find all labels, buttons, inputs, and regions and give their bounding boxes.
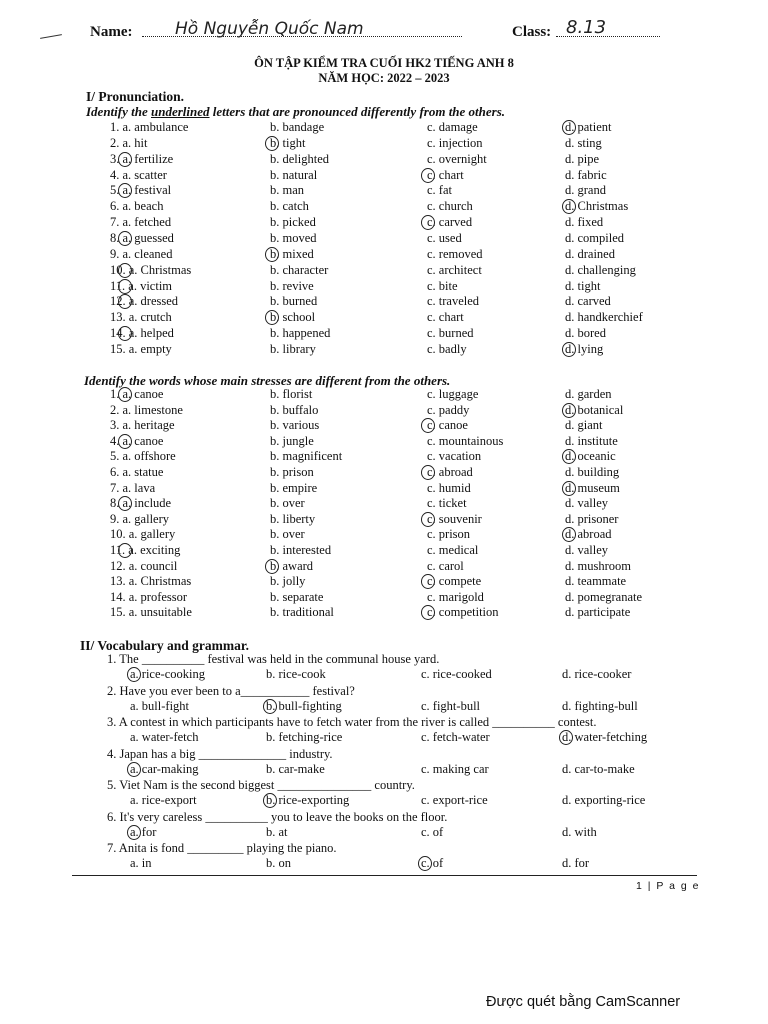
option-section2-11-d[interactable]: d. valley <box>565 543 609 557</box>
option-section2-2-b[interactable]: b. buffalo <box>270 402 319 417</box>
vocab-question-1: 1. The __________ festival was held in the communal house yard. <box>107 652 440 666</box>
vocab-question-3: 3. A contest in which participants have to fetch water from the river is called __________ contest. <box>107 715 597 729</box>
option-section2-15-c[interactable]: c. competition <box>427 605 499 620</box>
answer-circle <box>118 279 132 294</box>
option-section1-13-b[interactable]: b. school <box>270 310 316 325</box>
vocab-option-5-c[interactable]: c. export-rice <box>421 793 488 807</box>
option-section2-6-b[interactable]: b. prison <box>270 465 314 479</box>
option-section2-15-b[interactable]: b. traditional <box>270 605 334 620</box>
option-section2-9-d[interactable]: d. prisoner <box>565 511 619 526</box>
option-section2-13-b[interactable]: b. jolly <box>270 574 306 589</box>
option-section2-15-a[interactable]: 15. a. unsuitable <box>110 605 192 620</box>
option-section2-3-b[interactable]: b. various <box>270 418 320 433</box>
option-section2-12-a[interactable]: 12. a. council <box>110 558 178 573</box>
pronunciation-instruction: Identify the underlined letters that are pronounced differently from the others. <box>86 104 506 119</box>
option-section2-5-b[interactable]: b. magnificent <box>270 449 343 464</box>
vocab-option-5-d[interactable]: d. exporting-rice <box>562 793 646 807</box>
section-pronunciation-heading: I/ Pronunciation. <box>86 89 185 104</box>
answer-circle <box>118 434 132 449</box>
option-section2-4-c[interactable]: c. mountainous <box>427 433 504 448</box>
option-section1-13-d[interactable]: d. handkerchief <box>565 310 643 325</box>
option-section2-6-c[interactable]: c. abroad <box>427 465 473 479</box>
option-section2-8-d[interactable]: d. valley <box>565 496 609 511</box>
answer-circle <box>562 403 576 418</box>
option-section1-4-d[interactable]: d. fabric <box>565 167 607 182</box>
option-section2-3-a[interactable]: 3. a. heritage <box>110 418 175 433</box>
vocab-question-5: 5. Viet Nam is the second biggest _______________ country. <box>107 778 415 792</box>
vocab-option-6-d[interactable]: d. with <box>562 824 597 839</box>
title-line-1: ÔN TẬP KIỂM TRA CUỐI HK2 TIẾNG ANH 8 <box>254 56 514 70</box>
option-section1-10-d[interactable]: d. challenging <box>565 262 636 277</box>
option-section2-2-a[interactable]: 2. a. limestone <box>110 402 183 417</box>
option-section2-8-a[interactable]: 8. a. include <box>110 496 172 511</box>
option-section1-9-a[interactable]: 9. a. cleaned <box>110 246 173 261</box>
option-section1-4-a[interactable]: 4. a. scatter <box>110 167 167 182</box>
vocab-option-1-a[interactable]: a. rice-cooking <box>130 667 205 681</box>
option-section2-9-b[interactable]: b. liberty <box>270 511 316 526</box>
option-section2-2-c[interactable]: c. paddy <box>427 402 470 417</box>
option-section2-12-d[interactable]: d. mushroom <box>565 558 631 573</box>
option-section1-14-b[interactable]: b. happened <box>270 326 331 341</box>
vocab-option-7-a[interactable]: a. in <box>130 856 152 870</box>
footer-rule <box>72 875 697 876</box>
option-section2-1-c[interactable]: c. luggage <box>427 387 479 401</box>
option-section2-14-c[interactable]: c. marigold <box>427 589 484 604</box>
option-section1-6-c[interactable]: c. church <box>427 199 473 214</box>
option-section1-2-b[interactable]: b. tight <box>270 135 306 150</box>
option-section2-13-a[interactable]: 13. a. Christmas <box>110 574 192 589</box>
answer-circle <box>127 825 141 840</box>
option-section1-4-c[interactable]: c. chart <box>427 167 464 182</box>
vocab-option-7-c[interactable]: c. of <box>421 856 444 870</box>
option-section1-3-b[interactable]: b. delighted <box>270 151 330 166</box>
option-section2-7-d[interactable]: d. museum <box>565 480 620 495</box>
vocab-option-2-b[interactable]: b. bull-fighting <box>266 698 342 713</box>
answer-circle <box>118 326 132 341</box>
option-section1-12-d[interactable]: d. carved <box>565 294 611 309</box>
option-section1-5-a[interactable]: 5. a. festival <box>110 183 172 198</box>
option-section1-11-c[interactable]: c. bite <box>427 278 458 293</box>
option-section1-6-a[interactable]: 6. a. beach <box>110 199 164 214</box>
answer-circle <box>118 263 132 278</box>
option-section1-2-a[interactable]: 2. a. hit <box>110 135 148 150</box>
vocab-option-7-b[interactable]: b. on <box>266 856 291 870</box>
vocab-option-1-c[interactable]: c. rice-cooked <box>421 667 492 681</box>
student-name: Hồ Nguyễn Quốc Nam <box>175 19 364 39</box>
vocab-option-3-b[interactable]: b. fetching-rice <box>266 730 343 744</box>
option-section1-8-c[interactable]: c. used <box>427 230 462 245</box>
option-section2-5-c[interactable]: c. vacation <box>427 449 482 464</box>
option-section2-12-b[interactable]: b. award <box>270 558 314 573</box>
option-section2-11-b[interactable]: b. interested <box>270 543 332 557</box>
option-section2-5-d[interactable]: d. oceanic <box>565 449 616 464</box>
option-section1-12-c[interactable]: c. traveled <box>427 294 480 309</box>
option-section1-14-a[interactable]: 14. a. helped <box>110 326 174 341</box>
stress-instruction: Identify the words whose main stresses are different from the others. <box>84 373 451 388</box>
option-section2-11-a[interactable]: 11. a. exciting <box>110 543 181 557</box>
option-section1-8-d[interactable]: d. compiled <box>565 230 625 245</box>
option-section2-10-a[interactable]: 10. a. gallery <box>110 527 176 542</box>
option-section1-6-b[interactable]: b. catch <box>270 199 309 214</box>
option-section1-13-c[interactable]: c. chart <box>427 310 464 325</box>
vocab-option-5-a[interactable]: a. rice-export <box>130 793 197 807</box>
option-section2-13-c[interactable]: c. compete <box>427 574 482 589</box>
option-section1-2-d[interactable]: d. sting <box>565 135 602 150</box>
option-section1-7-b[interactable]: b. picked <box>270 215 316 230</box>
option-section1-3-a[interactable]: 3. a. fertilize <box>110 151 174 166</box>
option-section1-10-c[interactable]: c. architect <box>427 262 482 277</box>
option-section2-7-c[interactable]: c. humid <box>427 480 471 495</box>
option-section1-9-c[interactable]: c. removed <box>427 246 483 261</box>
option-section2-7-a[interactable]: 7. a. lava <box>110 480 156 495</box>
option-section2-12-c[interactable]: c. carol <box>427 558 464 573</box>
option-section1-6-d[interactable]: d. Christmas <box>565 199 629 214</box>
option-section1-3-c[interactable]: c. overnight <box>427 151 487 166</box>
answer-circle <box>421 512 435 527</box>
section-vocabulary-heading: II/ Vocabulary and grammar. <box>80 638 250 653</box>
option-section2-11-c[interactable]: c. medical <box>427 543 479 557</box>
title-line-2: NĂM HỌC: 2022 – 2023 <box>318 71 450 85</box>
answer-circle <box>127 667 141 682</box>
option-section2-14-a[interactable]: 14. a. professor <box>110 589 188 604</box>
option-section2-7-b[interactable]: b. empire <box>270 480 318 495</box>
answer-circle <box>559 730 573 745</box>
class-value: 8.13 <box>566 17 607 38</box>
vocab-option-1-d[interactable]: d. rice-cooker <box>562 667 632 681</box>
answer-circle <box>263 699 277 714</box>
option-section1-7-a[interactable]: 7. a. fetched <box>110 215 172 230</box>
option-section1-15-b[interactable]: b. library <box>270 341 316 356</box>
option-section1-9-b[interactable]: b. mixed <box>270 246 314 261</box>
option-section2-4-d[interactable]: d. institute <box>565 433 618 448</box>
option-section1-8-a[interactable]: 8. a. guessed <box>110 230 174 245</box>
answer-circle <box>118 387 132 402</box>
vocab-question-2: 2. Have you ever been to a___________ festival? <box>107 683 355 698</box>
option-section1-5-c[interactable]: c. fat <box>427 183 452 198</box>
vocab-question-4: 4. Japan has a big ______________ industry. <box>107 746 333 761</box>
option-section1-10-b[interactable]: b. character <box>270 262 329 277</box>
vocab-option-6-b[interactable]: b. at <box>266 824 288 839</box>
answer-circle <box>421 465 435 480</box>
vocab-question-7: 7. Anita is fond _________ playing the piano. <box>107 841 337 855</box>
vocab-option-5-b[interactable]: b. rice-exporting <box>266 793 350 807</box>
option-section2-1-b[interactable]: b. florist <box>270 387 313 401</box>
option-section2-1-a[interactable]: 1. a. canoe <box>110 387 164 401</box>
answer-circle <box>263 793 277 808</box>
vocab-option-4-b[interactable]: b. car-make <box>266 761 325 776</box>
option-section2-10-b[interactable]: b. over <box>270 527 305 542</box>
option-section1-7-c[interactable]: c. carved <box>427 215 473 230</box>
option-section1-11-d[interactable]: d. tight <box>565 278 601 293</box>
answer-circle <box>421 215 435 230</box>
option-section2-4-a[interactable]: 4. a. canoe <box>110 433 164 448</box>
option-section1-8-b[interactable]: b. moved <box>270 230 317 245</box>
option-section1-4-b[interactable]: b. natural <box>270 167 318 182</box>
option-section1-9-d[interactable]: d. drained <box>565 246 615 261</box>
page-number: 1 | P a g e <box>636 880 700 892</box>
class-label: Class: <box>512 24 552 40</box>
camscanner-watermark: Được quét bằng CamScanner <box>486 994 681 1010</box>
pen-mark <box>40 34 62 39</box>
option-section2-9-c[interactable]: c. souvenir <box>427 511 482 526</box>
vocab-option-6-a[interactable]: a. for <box>130 824 157 839</box>
option-section1-5-b[interactable]: b. man <box>270 183 305 198</box>
option-section2-9-a[interactable]: 9. a. gallery <box>110 511 170 526</box>
option-section1-10-a[interactable]: 10. a. Christmas <box>110 262 192 277</box>
option-section2-13-d[interactable]: d. teammate <box>565 574 627 589</box>
vocab-option-4-d[interactable]: d. car-to-make <box>562 761 635 776</box>
vocab-option-7-d[interactable]: d. for <box>562 856 590 870</box>
option-section1-12-a[interactable]: 12. a. dressed <box>110 294 179 309</box>
vocab-option-2-d[interactable]: d. fighting-bull <box>562 698 638 713</box>
option-section1-3-d[interactable]: d. pipe <box>565 151 600 166</box>
name-label: Name: <box>90 24 133 40</box>
option-section1-2-c[interactable]: c. injection <box>427 135 483 150</box>
answer-circle <box>421 168 435 183</box>
option-section2-10-d[interactable]: d. abroad <box>565 527 612 542</box>
option-section1-11-b[interactable]: b. revive <box>270 278 314 293</box>
option-section1-15-d[interactable]: d. lying <box>565 341 604 356</box>
vocab-option-3-a[interactable]: a. water-fetch <box>130 730 199 744</box>
answer-circle <box>265 247 279 262</box>
option-section2-3-d[interactable]: d. giant <box>565 418 603 433</box>
answer-circle <box>118 231 132 246</box>
option-section2-8-b[interactable]: b. over <box>270 496 305 511</box>
vocab-option-3-c[interactable]: c. fetch-water <box>421 730 490 744</box>
vocab-option-4-c[interactable]: c. making car <box>421 761 489 776</box>
answer-circle <box>265 136 279 151</box>
option-section2-15-d[interactable]: d. participate <box>565 605 631 620</box>
option-section2-5-a[interactable]: 5. a. offshore <box>110 449 176 464</box>
answer-circle <box>127 762 141 777</box>
vocab-option-2-c[interactable]: c. fight-bull <box>421 698 481 713</box>
option-section2-1-d[interactable]: d. garden <box>565 387 612 401</box>
option-section1-1-d[interactable]: d. patient <box>565 120 612 134</box>
option-section2-2-d[interactable]: d. botanical <box>565 402 624 417</box>
answer-circle <box>265 559 279 574</box>
answer-circle <box>562 342 576 357</box>
option-section1-1-c[interactable]: c. damage <box>427 120 478 134</box>
option-section1-7-d[interactable]: d. fixed <box>565 215 604 230</box>
option-section1-1-b[interactable]: b. bandage <box>270 120 325 134</box>
vocab-option-3-d[interactable]: d. water-fetching <box>562 730 648 744</box>
option-section2-14-d[interactable]: d. pomegranate <box>565 589 643 604</box>
answer-circle <box>562 481 576 496</box>
option-section1-1-a[interactable]: 1. a. ambulance <box>110 120 189 134</box>
option-section2-3-c[interactable]: c. canoe <box>427 418 468 433</box>
option-section2-4-b[interactable]: b. jungle <box>270 433 314 448</box>
option-section2-6-a[interactable]: 6. a. statue <box>110 465 164 479</box>
vocab-question-6: 6. It's very careless __________ you to leave the books on the floor. <box>107 809 448 824</box>
option-section1-13-a[interactable]: 13. a. crutch <box>110 310 172 325</box>
vocab-option-1-b[interactable]: b. rice-cook <box>266 667 326 681</box>
option-section1-12-b[interactable]: b. burned <box>270 294 318 309</box>
answer-circle <box>418 856 432 871</box>
vocab-option-6-c[interactable]: c. of <box>421 824 444 839</box>
option-section2-10-c[interactable]: c. prison <box>427 527 471 542</box>
option-section1-15-c[interactable]: c. badly <box>427 341 467 356</box>
vocab-option-4-a[interactable]: a. car-making <box>130 761 199 776</box>
answer-circle <box>562 120 576 135</box>
option-section1-15-a[interactable]: 15. a. empty <box>110 341 172 356</box>
option-section1-11-a[interactable]: 11. a. victim <box>110 278 173 293</box>
vocab-option-2-a[interactable]: a. bull-fight <box>130 698 190 713</box>
answer-circle <box>118 152 132 167</box>
answer-circle <box>118 543 132 558</box>
option-section1-14-c[interactable]: c. burned <box>427 326 474 341</box>
option-section2-8-c[interactable]: c. ticket <box>427 496 467 511</box>
option-section1-14-d[interactable]: d. bored <box>565 326 606 341</box>
option-section2-6-d[interactable]: d. building <box>565 465 620 479</box>
option-section1-5-d[interactable]: d. grand <box>565 183 606 198</box>
option-section2-14-b[interactable]: b. separate <box>270 589 324 604</box>
